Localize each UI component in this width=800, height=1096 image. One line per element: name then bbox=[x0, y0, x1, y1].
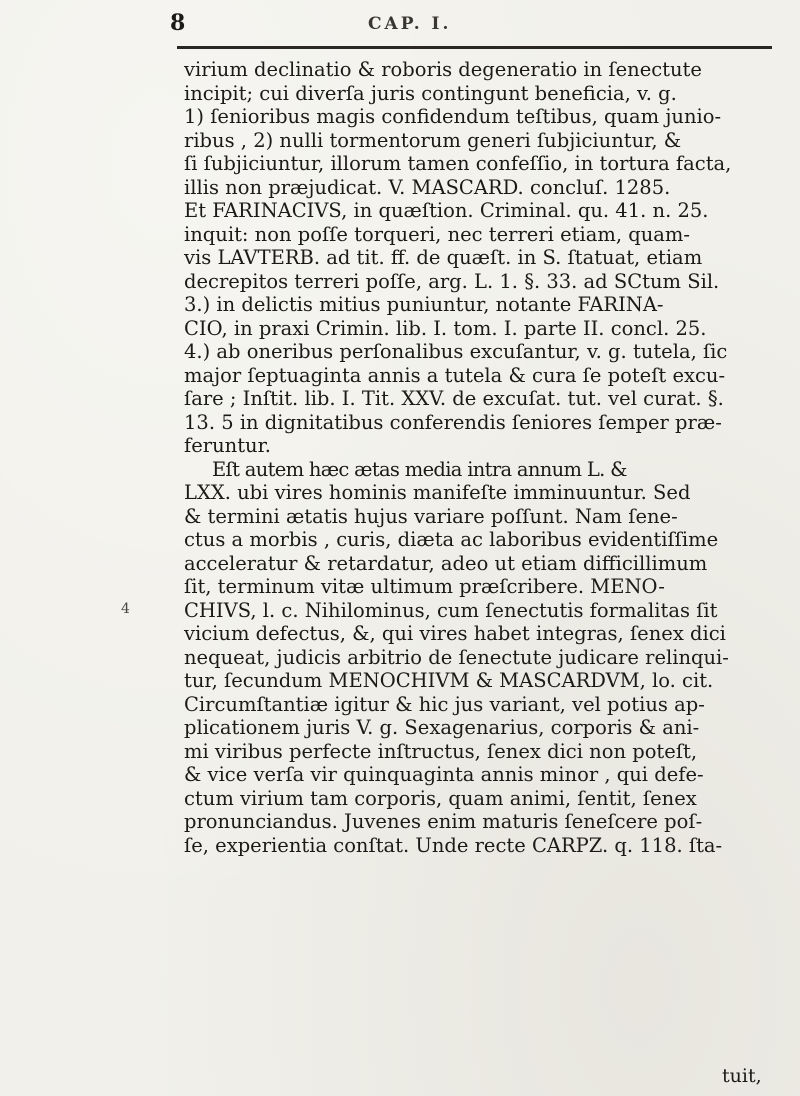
text-line: vis LAVTERB. ad tit. ff. de quæſt. in S. ſtatuat, etiam bbox=[184, 246, 703, 269]
text-line: acceleratur & retardatur, adeo ut etiam difficillimum bbox=[184, 551, 708, 575]
text-line: vicium defectus, &, qui vires habet integras, ſenex dici bbox=[184, 622, 726, 645]
text-line: ctum virium tam corporis, quam animi, ſentit, ſenex bbox=[184, 786, 697, 810]
text-line: major ſeptuaginta annis a tutela & cura ſe poteſt excu- bbox=[184, 363, 726, 387]
text-line: mi viribus perfecte inſtructus, ſenex dici non poteſt, bbox=[184, 739, 698, 763]
text-line: & vice verſa vir quinquaginta annis minor , qui defe- bbox=[184, 763, 704, 786]
text-line: CIO, in praxi Crimin. lib. I. tom. I. parte II. concl. 25. bbox=[184, 316, 707, 340]
text-line: ctus a morbis , curis, diæta ac laboribus evidentiſſime bbox=[184, 528, 719, 551]
text-line: LXX. ubi vires hominis manifeſte imminuuntur. Sed bbox=[184, 481, 691, 504]
text-line: ſi ſubjiciuntur, illorum tamen confeſſio, in tortura facta, bbox=[184, 152, 732, 175]
text-line: Et FARINACIVS, in quæſtion. Criminal. qu. 41. n. 25. bbox=[184, 199, 709, 222]
body-text bbox=[184, 58, 776, 857]
text-line: decrepitos terreri poſſe, arg. L. 1. §. 33. ad SCtum Sil. bbox=[184, 269, 720, 293]
text-line: illis non præjudicat. V. MASCARD. concluſ. 1285. bbox=[184, 175, 671, 199]
margin-mark: 4 bbox=[121, 601, 130, 617]
text-line: Circumſtantiæ igitur & hic jus variant, vel potius ap- bbox=[184, 692, 705, 716]
text-line: virium declinatio & roboris degeneratio in ſenectute bbox=[184, 58, 702, 81]
text-line: 3.) in delictis mitius puniuntur, notante FARINA- bbox=[184, 293, 664, 316]
text-line: ſit, terminum vitæ ultimum præſcribere. MENO- bbox=[184, 575, 665, 598]
header-rule bbox=[177, 46, 772, 49]
text-line: 4.) ab oneribus perſonalibus excuſantur, v. g. tutela, ſic bbox=[184, 340, 728, 363]
text-line: pronunciandus. Juvenes enim maturis ſeneſcere poſ- bbox=[184, 810, 703, 833]
page-header bbox=[0, 4, 800, 54]
text-line: ſe, experientia conſtat. Unde recte CARPZ. q. 118. ſta- bbox=[184, 833, 723, 857]
text-line: 13. 5 in dignitatibus conferendis ſeniores ſemper præ- bbox=[184, 410, 722, 434]
text-line: Eſt autem hæc ætas media intra annum L. & bbox=[212, 457, 627, 481]
text-line: 1) ſenioribus magis confidendum teſtibus, quam junio- bbox=[184, 105, 722, 128]
text-line: nequeat, judicis arbitrio de ſenectute judicare relinqui- bbox=[184, 645, 729, 669]
text-line: CHIVS, l. c. Nihilominus, cum ſenectutis formalitas ſit bbox=[184, 598, 718, 622]
text-line: ribus , 2) nulli tormentorum generi ſubjiciuntur, & bbox=[184, 128, 682, 152]
text-line: tur, ſecundum MENOCHIVM & MASCARDVM, lo. cit. bbox=[184, 669, 714, 692]
chapter-heading: CAP. I. bbox=[368, 14, 452, 34]
page-number: 8 bbox=[170, 10, 186, 36]
text-line: plicationem juris V. g. Sexagenarius, corporis & ani- bbox=[184, 716, 700, 739]
text-line: ſare ; Inſtit. lib. I. Tit. XXV. de excuſat. tut. vel curat. §. bbox=[184, 387, 724, 410]
text-line: inquit: non poſſe torqueri, nec terreri etiam, quam- bbox=[184, 222, 690, 246]
text-line: & termini ætatis hujus variare poſſunt. Nam ſene- bbox=[184, 504, 678, 528]
catchword: tuit, bbox=[722, 1065, 762, 1087]
text-line: incipit; cui diverſa juris contingunt beneficia, v. g. bbox=[184, 81, 677, 105]
text-line: feruntur. bbox=[184, 434, 271, 457]
